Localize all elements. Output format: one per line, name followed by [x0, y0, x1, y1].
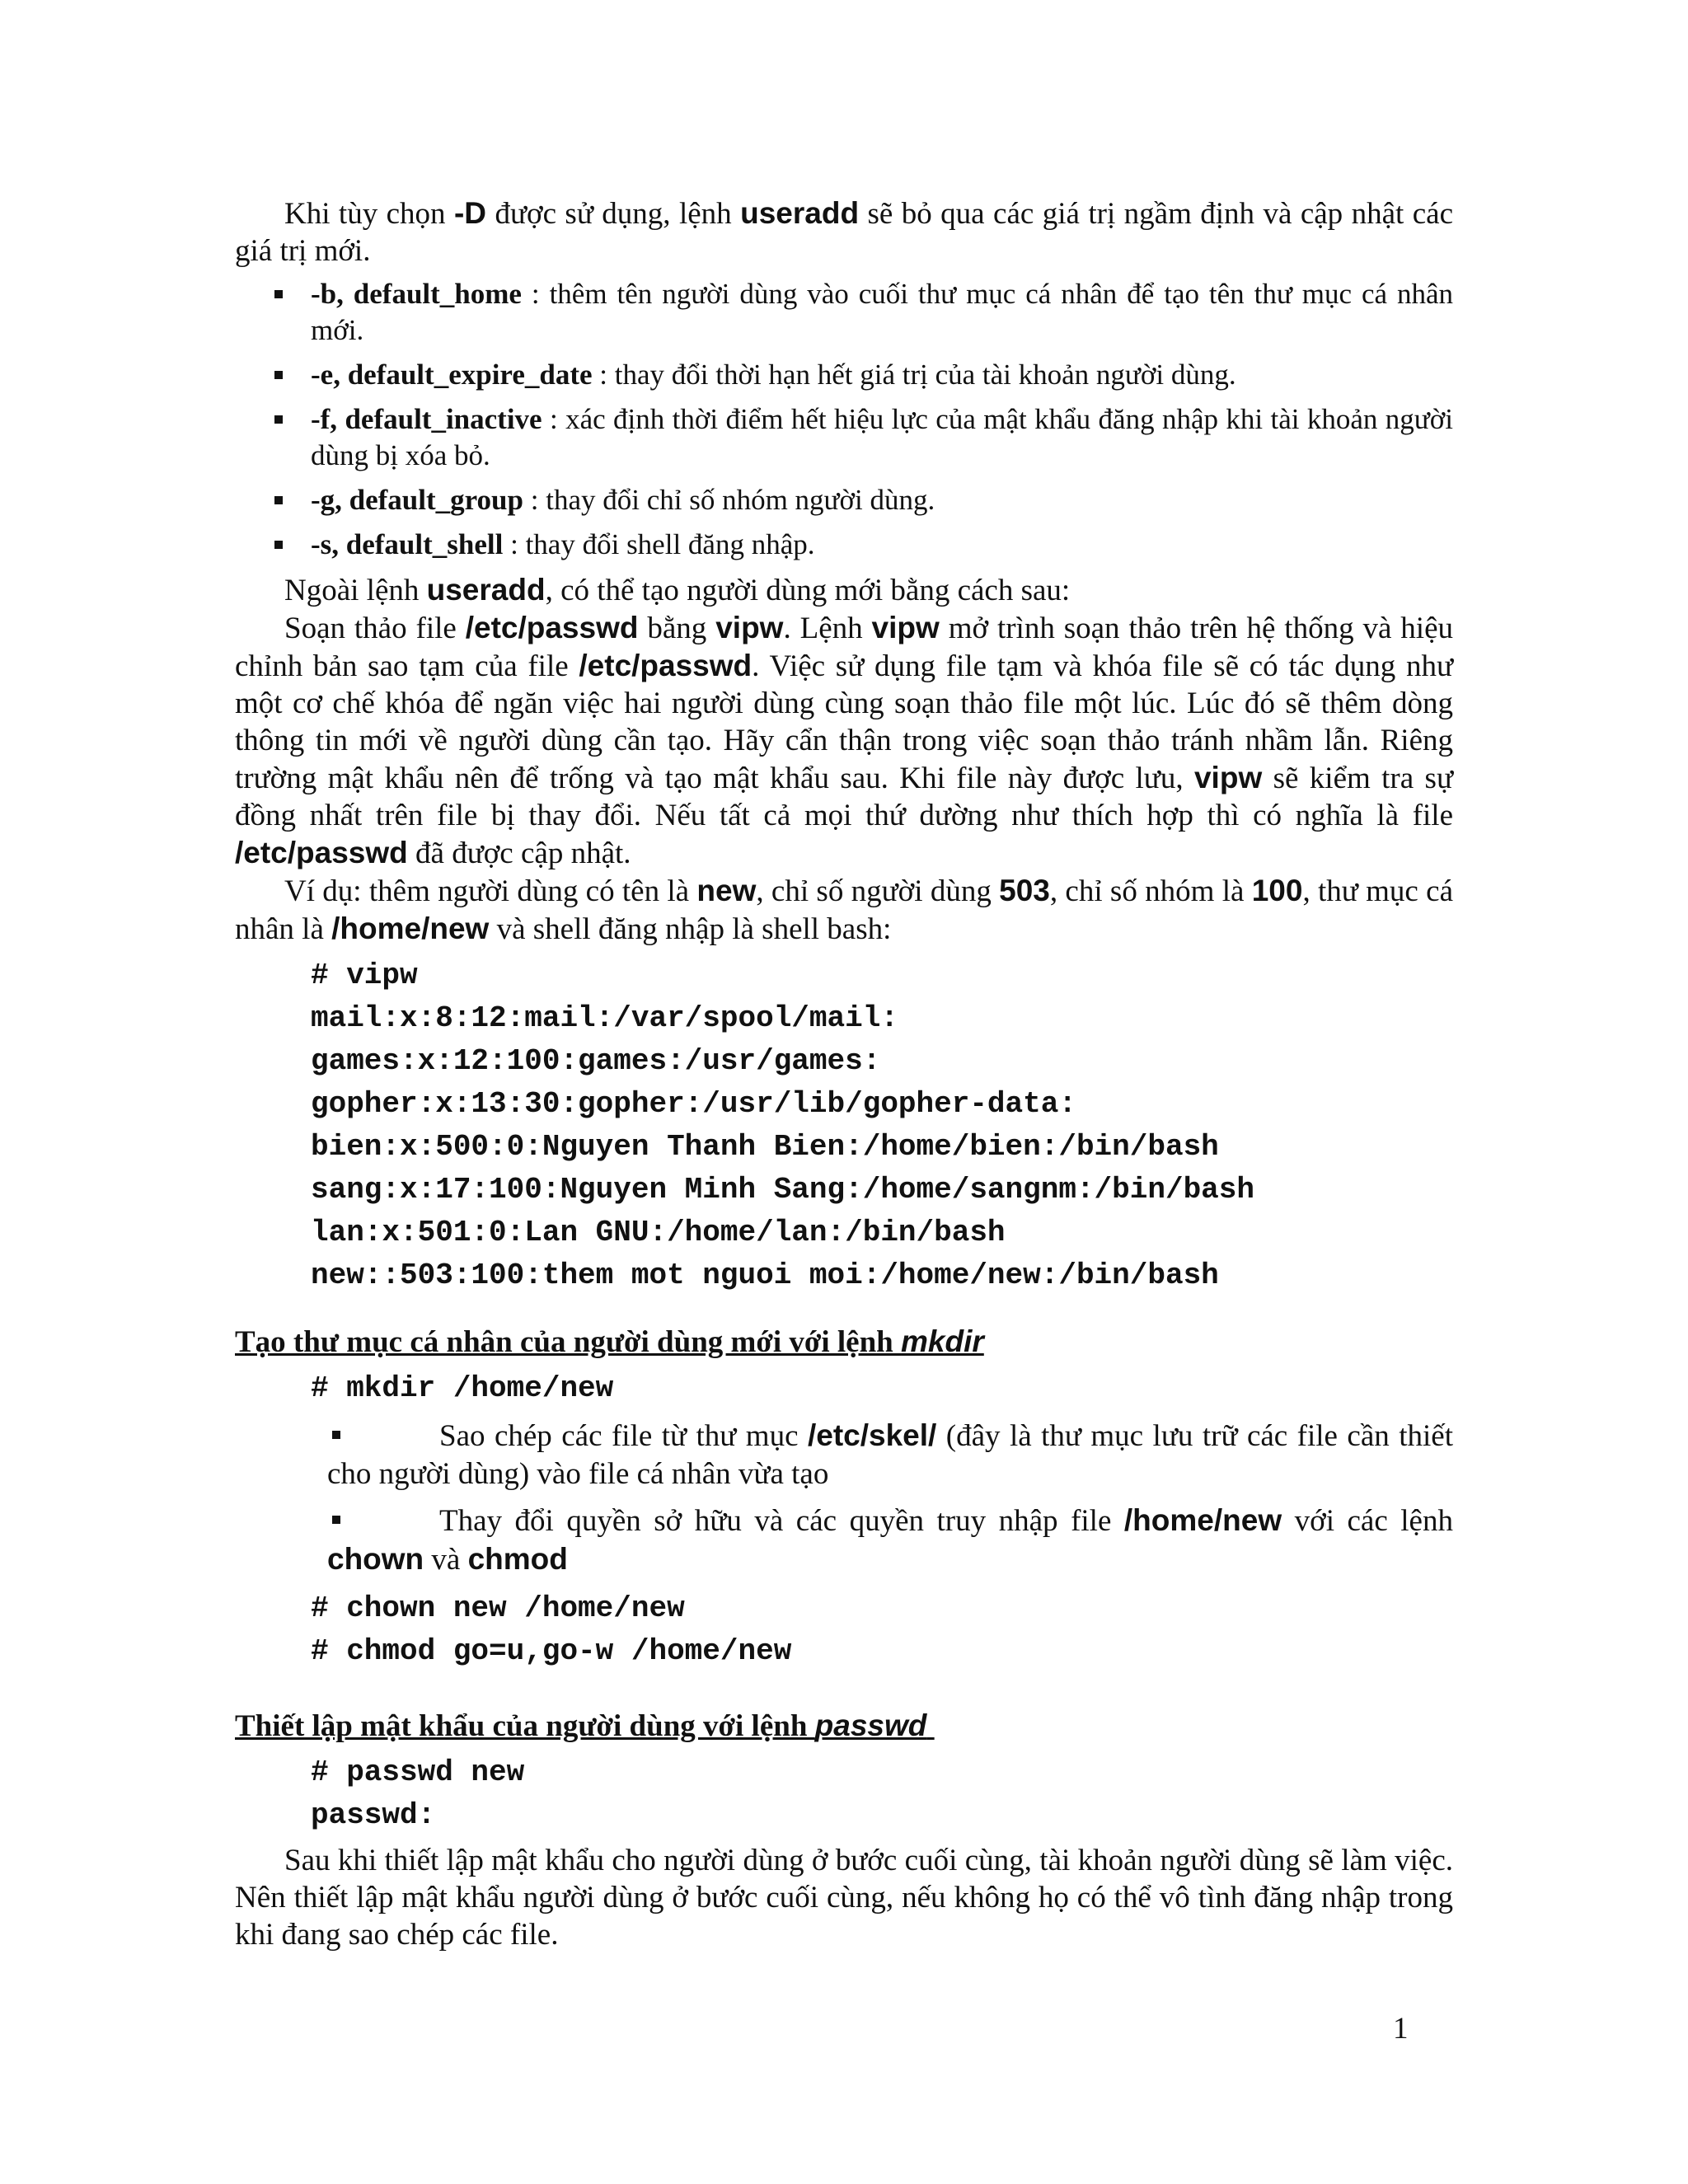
text: Ngoài lệnh [284, 574, 427, 607]
code-line: # chown new /home/new [311, 1591, 685, 1625]
option-flag: -g, default_group [311, 484, 523, 516]
other-method-paragraph [235, 571, 1453, 609]
command-mkdir: mkdir [901, 1324, 984, 1358]
final-paragraph: Sau khi thiết lập mật khẩu cho người dùng ở bước cuối cùng, tài khoản người dùng sẽ làm việc. Nên thiết lập mật khẩu người dùng ở bước cuối cùng, nếu không họ có thể vô tình đăng nhập trong khi đang sao chép các file. [235, 1844, 1453, 1952]
page-number: 1 [1393, 2012, 1409, 2046]
mkdir-steps-list [235, 1417, 1453, 1579]
command-useradd: useradd [740, 196, 860, 230]
option-d: -D [453, 196, 487, 230]
command-useradd: useradd [426, 573, 546, 607]
option-desc: : thay đổi chỉ số nhóm người dùng. [523, 484, 935, 516]
intro-text: được sử dụng, lệnh [486, 197, 741, 231]
text: Soạn thảo file [284, 612, 466, 645]
command-vipw: vipw [1193, 761, 1263, 794]
vipw-paragraph [235, 609, 1453, 872]
option-desc: : thay đổi shell đăng nhập. [503, 528, 815, 560]
command-chmod: chmod [467, 1542, 568, 1576]
text: , có thể tạo người dùng mới bằng cách sau: [545, 574, 1071, 607]
intro-paragraph [235, 194, 1453, 269]
bullet-icon [274, 371, 283, 379]
text: . Lệnh [783, 612, 872, 645]
code-line: bien:x:500:0:Nguyen Thanh Bien:/home/bien:/bin/bash [311, 1130, 1219, 1164]
option-desc: : thêm tên người dùng vào cuối thư mục cá nhân để tạo tên thư mục cá nhân mới. [311, 278, 1453, 346]
command-vipw: vipw [715, 611, 784, 644]
step-text [235, 1502, 1453, 1579]
example-username: new [696, 874, 757, 907]
heading-text: Tạo thư mục cá nhân của người dùng mới với lệnh [235, 1325, 902, 1359]
code-line: gopher:x:13:30:gopher:/usr/lib/gopher-data: [311, 1087, 1076, 1121]
option-flag: -f, default_inactive [311, 403, 542, 435]
command-vipw: vipw [871, 611, 940, 644]
option-desc: : thay đổi thời hạn hết giá trị của tài khoản người dùng. [592, 359, 1236, 391]
bullet-icon [274, 496, 283, 504]
list-item [235, 276, 1453, 349]
intro-text: Khi tùy chọn [284, 197, 454, 231]
option-desc: : xác định thời điểm hết hiệu lực của mật khẩu đăng nhập khi tài khoản người dùng bị xóa bỏ. [311, 403, 1453, 471]
text: Thay đổi quyền sở hữu và các quyền truy nhập file [439, 1504, 1124, 1538]
option-flag: -s, default_shell [311, 528, 504, 560]
example-uid: 503 [999, 874, 1050, 907]
code-line: lan:x:501:0:Lan GNU:/home/lan:/bin/bash [311, 1216, 1006, 1249]
options-list [235, 276, 1453, 563]
path-home-new: /home/new [1123, 1503, 1282, 1537]
code-line: # passwd new [311, 1755, 525, 1789]
text: đã được cập nhật. [407, 837, 631, 870]
code-line: sang:x:17:100:Nguyen Minh Sang:/home/sangnm:/bin/bash [311, 1173, 1254, 1207]
text: mở trình soạn thảo trên hệ thống và hiệu chỉnh bản sao tạm của file [235, 612, 1453, 683]
example-paragraph [235, 872, 1453, 948]
text: với các lệnh [1282, 1504, 1453, 1538]
example-gid: 100 [1251, 874, 1303, 907]
code-line: mail:x:8:12:mail:/var/spool/mail: [311, 1001, 898, 1035]
list-item [235, 482, 1453, 518]
text: Ví dụ: thêm người dùng có tên là [284, 874, 697, 908]
code-line: # vipw [311, 958, 418, 992]
bullet-icon [274, 541, 283, 549]
text: , chỉ số người dùng [756, 874, 1000, 908]
list-item [235, 1502, 1453, 1579]
list-item [235, 527, 1453, 563]
code-block-vipw [235, 954, 1453, 1297]
text: , thư mục cá nhân là [235, 874, 1453, 946]
intro-text: sẽ bỏ qua các giá trị ngầm định và cập nhật các giá trị mới. [235, 197, 1454, 268]
code-line: passwd: [311, 1798, 436, 1832]
code-line: new::503:100:them mot nguoi moi:/home/new:/bin/bash [311, 1258, 1219, 1292]
option-flag: -e, default_expire_date [311, 359, 593, 391]
text: . Việc sử dụng file tạm và khóa file sẽ có tác dụng như một cơ chế khóa để ngăn việc hai người dùng cùng soạn thảo file một lúc. Lúc đó sẽ thêm dòng thông tin mới về người dùng cần tạo. Hãy cẩn thận trong việc soạn thảo tránh nhầm lẫn. Riêng trường mật khẩu nên để trống và tạo mật khẩu sau. Khi file này được lưu, [235, 649, 1454, 795]
text: và shell đăng nhập là shell bash: [489, 912, 892, 946]
text: Sao chép các file từ thư mục [439, 1419, 808, 1453]
bullet-icon [274, 415, 283, 424]
section-heading-passwd [235, 1706, 1453, 1746]
list-item [235, 401, 1453, 474]
code-line: # chmod go=u,go-w /home/new [311, 1634, 792, 1668]
text: và [424, 1543, 468, 1577]
text: bằng [638, 612, 716, 645]
path-etc-passwd: /etc/passwd [465, 611, 639, 644]
command-passwd: passwd [814, 1708, 927, 1742]
text: , chỉ số nhóm là [1049, 874, 1252, 908]
list-item [235, 357, 1453, 393]
page-content [235, 194, 1453, 1953]
code-line: games:x:12:100:games:/usr/games: [311, 1044, 881, 1078]
path-etc-passwd: /etc/passwd [235, 836, 408, 869]
bullet-icon [332, 1516, 340, 1524]
list-item [235, 1417, 1453, 1493]
heading-text: Thiết lập mật khẩu của người dùng với lệnh [235, 1709, 815, 1743]
code-line: # mkdir /home/new [311, 1371, 614, 1405]
bullet-icon [332, 1431, 340, 1439]
example-home: /home/new [331, 912, 490, 945]
command-chown: chown [327, 1542, 424, 1576]
path-etc-skel: /etc/skel/ [807, 1418, 937, 1452]
text: (đây là thư mục lưu trữ các file cần thiết cho người dùng) vào file cá nhân vừa tạo [327, 1419, 1453, 1491]
text: sẽ kiểm tra sự đồng nhất trên file bị thay đổi. Nếu tất cả mọi thứ dường như thích hợp thì có nghĩa là file [235, 762, 1454, 832]
section-heading-mkdir [235, 1322, 1453, 1362]
path-etc-passwd: /etc/passwd [579, 649, 753, 682]
bullet-icon [274, 290, 283, 298]
option-flag: -b, default_home [311, 278, 522, 310]
step-text [235, 1417, 1453, 1493]
